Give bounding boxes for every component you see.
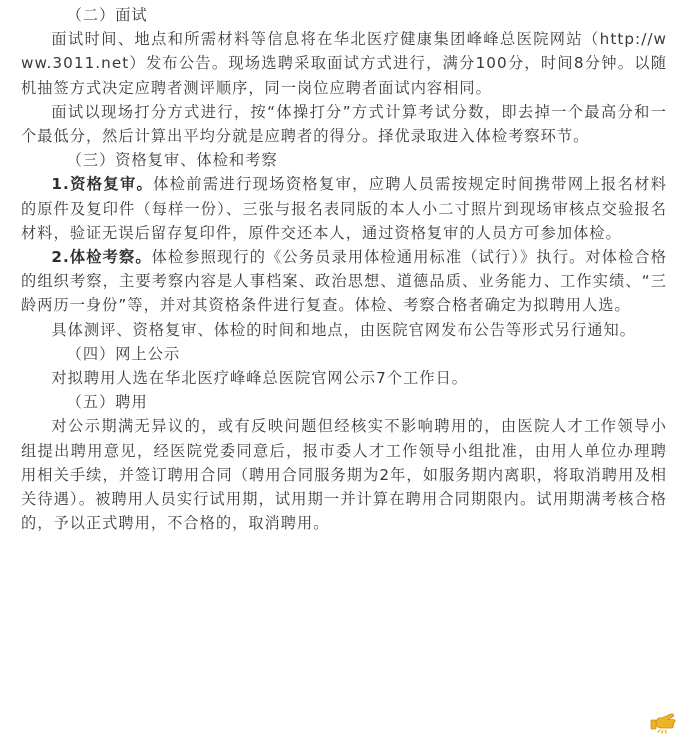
pointing-hand-icon: [649, 706, 679, 736]
exam-text: 体检参照现行的《公务员录用体检通用标准（试行）》执行。对体检合格的组织考察，主要考察内容是人事档案、政治思想、道德品质、业务能力、工作实绩、“三龄两历一身份”等，并对其资格条件进行复查。体检、考察合格者确定为拟聘用人选。: [21, 248, 668, 315]
interview-paragraph-1: 面试时间、地点和所需材料等信息将在华北医疗健康集团峰峰总医院网站（http://www.3011.net）发布公告。现场选聘采取面试方式进行，满分100分，时间8分钟。以随机抽签方式决定应聘者测评顺序，同一岗位应聘者面试内容相同。: [21, 30, 667, 97]
exam-paragraph: [21, 245, 667, 318]
review-paragraph-3: 具体测评、资格复审、体检的时间和地点，由医院官网发布公告等形式另行通知。: [51, 320, 636, 339]
exam-lead: 2.体检考察。: [51, 248, 152, 267]
section-heading-interview: （二）面试: [66, 6, 148, 24]
review-paragraph: [21, 172, 667, 245]
section-heading-publicity: （四）网上公示: [66, 344, 181, 363]
employ-paragraph: 对公示期满无异议的，或有反映问题但经核实不影响聘用的，由医院人才工作领导小组提出聘用意见，经医院党委同意后，报市委人才工作领导小组批准，由用人单位办理聘用相关手续，并签订聘用合同（聘用合同服务期为2年，如服务期内离职，将取消聘用及相关待遇）。被聘用人员实行试用期，试用期一并计算在聘用合同期限内。试用期满考核合格的，予以正式聘用，不合格的，取消聘用。: [21, 417, 667, 533]
review-lead: 1.资格复审。: [51, 175, 154, 194]
review-text: 体检前需进行现场资格复审，应聘人员需按规定时间携带网上报名材料的原件及复印件（每样一份）、三张与报名表同版的本人小二寸照片到现场审核点交验报名材料，验证无误后留存复印件，原件交还本人，通过资格复审的人员方可参加体检。: [21, 175, 667, 242]
section-heading-review: （三）资格复审、体检和考察: [66, 151, 278, 170]
publicity-paragraph: 对拟聘用人选在华北医疗峰峰总医院官网公示7个工作日。: [51, 369, 469, 388]
section-heading-employ: （五）聘用: [66, 393, 148, 412]
interview-paragraph-2: 面试以现场打分方式进行，按“体操打分”方式计算考试分数，即去掉一个最高分和一个最低分，然后计算出平均分就是应聘者的得分。择优录取进入体检考察环节。: [21, 102, 667, 146]
